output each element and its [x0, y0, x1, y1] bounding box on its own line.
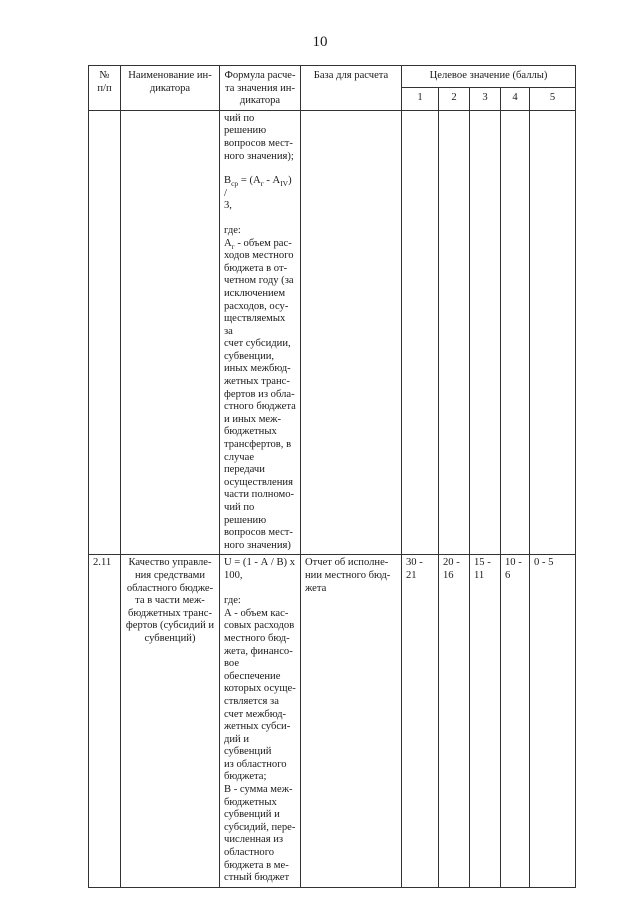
formula-part-d: $А_г$ - объем рас- ходов местного бюджета в от- четном году (за исключением расходов, осу- ществляемых за счет субсидии, субвенции, иных межбюд- жетных транс- фертов из обла- стного бюджета и иных меж- бюджетных трансфертов, в случае передачи осуществления части полномо- чий по решению вопросов мест- ного значения): [224, 237, 296, 551]
header-num: № п/п: [89, 66, 121, 111]
formula-part-a: чий по решению вопросов мест- ного значения);: [224, 112, 294, 162]
cell-level-5: [530, 110, 576, 555]
header-row: [89, 66, 576, 88]
table-row-continued: [89, 110, 576, 555]
cell-base: Отчет об исполне- нии местного бюд- жета: [301, 555, 402, 887]
page-number: 10: [312, 34, 328, 50]
header-target: Целевое значение (баллы): [402, 66, 576, 88]
cell-level-2: 20 - 16: [439, 555, 470, 887]
cell-level-2: [439, 110, 470, 555]
header-level-2: 2: [439, 87, 470, 110]
cell-base: [301, 110, 402, 555]
header-base: База для расчета: [301, 66, 402, 111]
indicator-table: [88, 65, 576, 888]
formula-part-b: $В_{ср} = (А_г - А_{IV})$ / 3,: [224, 175, 292, 212]
cell-level-4: [501, 110, 530, 555]
header-level-1: 1: [402, 87, 439, 110]
cell-name: [121, 110, 220, 555]
cell-formula: [220, 110, 301, 555]
header-name: Наименование ин- дикатора: [121, 66, 220, 111]
cell-level-5: 0 - 5: [530, 555, 576, 887]
formula-part-c: где:: [224, 224, 241, 236]
cell-name: Качество управле- ния средствами областного бюдже- та в части меж- бюджетных транс- фертов (субсидий и субвенций): [121, 555, 220, 887]
header-level-4: 4: [501, 87, 530, 110]
header-level-5: 5: [530, 87, 576, 110]
cell-level-4: 10 - 6: [501, 555, 530, 887]
header-level-3: 3: [470, 87, 501, 110]
cell-num: [89, 110, 121, 555]
cell-level-3: 15 - 11: [470, 555, 501, 887]
cell-level-3: [470, 110, 501, 555]
header-formula: Формула расче- та значения ин- дикатора: [220, 66, 301, 111]
table-row-2-11: [89, 555, 576, 887]
cell-level-1: 30 - 21: [402, 555, 439, 887]
cell-level-1: [402, 110, 439, 555]
cell-formula: U = (1 - А / В) х 100, где: А - объем кас- совых расходов местного бюд- жета, финансо- вое обеспечение которых осуще- ствляется за счет межбюд- жетных субси- дий и субвенций из областного бюджета; В - сумма меж- бюджетных субвенций и субсидий, пере- численная из областного бюджета в ме- стный бюджет: [220, 555, 301, 887]
cell-num: 2.11: [89, 555, 121, 887]
